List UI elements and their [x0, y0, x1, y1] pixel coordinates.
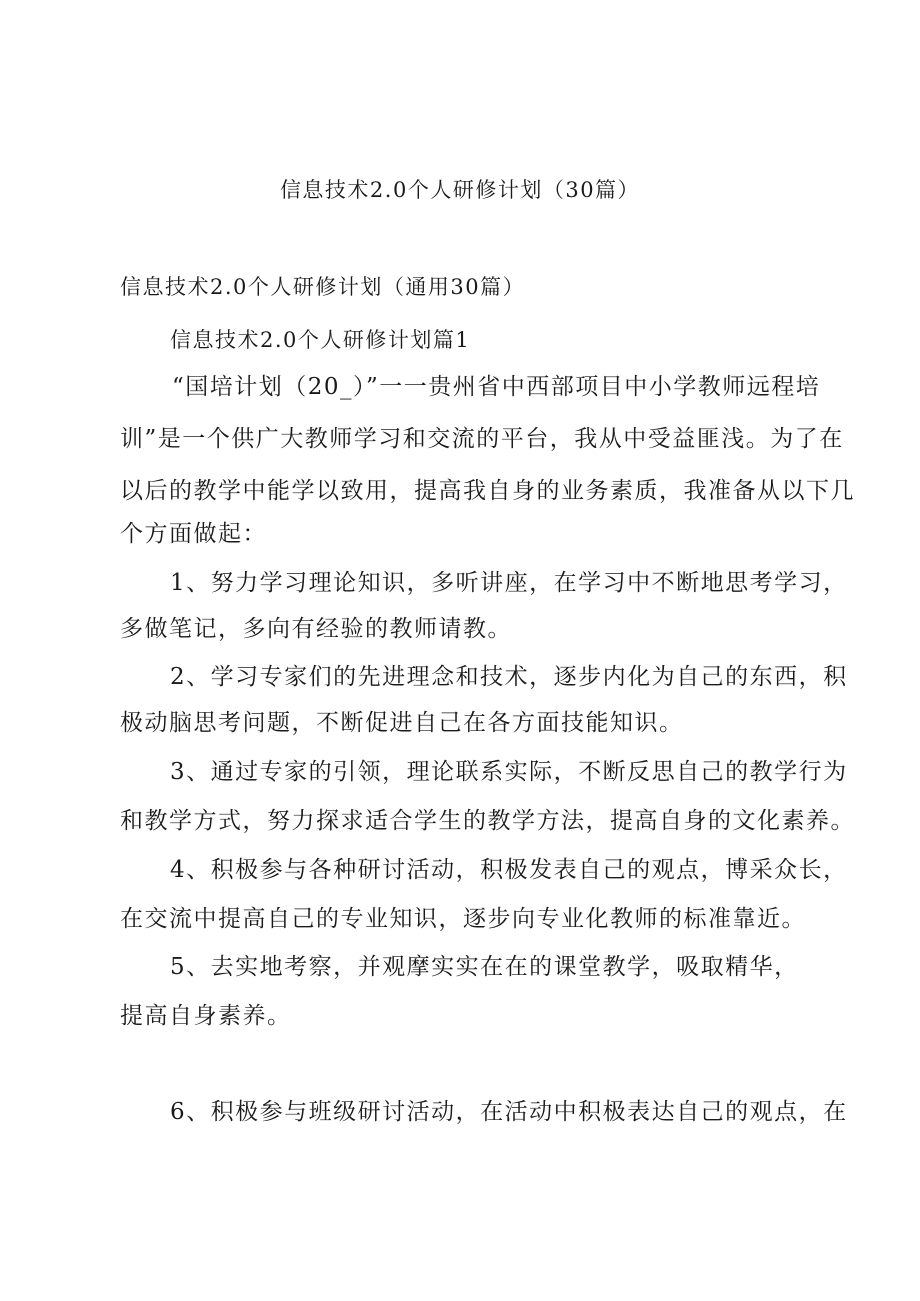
section-heading: 信息技术2.0个人研修计划篇1 [170, 328, 471, 352]
list-item-4-line-1: 4、积极参与各种研讨活动，积极发表自己的观点，博采众长， [170, 857, 848, 883]
list-item-6-line-1: 6、积极参与班级研讨活动，在活动中积极表达自己的观点，在 [170, 1099, 848, 1125]
intro-line-4: 个方面做起： [120, 521, 267, 547]
list-item-4-line-2: 在交流中提高自己的专业知识，逐步向专业化教师的标准靠近。 [120, 906, 806, 932]
list-item-1-line-1: 1、努力学习理论知识，多听讲座，在学习中不断地思考学习， [170, 570, 848, 596]
list-item-1-line-2: 多做笔记，多向有经验的教师请教。 [120, 616, 512, 642]
intro-line-2: 训”是一个供广大教师学习和交流的平台，我从中受益匪浅。为了在 [120, 426, 844, 452]
list-item-2-line-1: 2、学习专家们的先进理念和技术，逐步内化为自己的东西，积 [170, 664, 848, 690]
intro-line-3: 以后的教学中能学以致用，提高我自身的业务素质，我准备从以下几 [120, 478, 855, 504]
list-item-3-line-2: 和教学方式，努力探求适合学生的教学方法，提高自身的文化素养。 [120, 808, 855, 834]
intro-line-1: “国培计划（20_）”一一贵州省中西部项目中小学教师远程培 [172, 374, 821, 400]
document-subtitle: 信息技术2.0个人研修计划（通用30篇） [120, 275, 526, 299]
list-item-3-line-1: 3、通过专家的引领，理论联系实际，不断反思自己的教学行为 [170, 759, 848, 785]
list-item-5-line-1: 5、去实地考察，并观摩实实在在的课堂教学，吸取精华， [170, 954, 799, 980]
document-title: 信息技术2.0个人研修计划（30篇） [279, 178, 641, 202]
list-item-5-line-2: 提高自身素养。 [120, 1003, 292, 1029]
list-item-2-line-2: 极动脑思考问题，不断促进自己在各方面技能知识。 [120, 710, 684, 736]
